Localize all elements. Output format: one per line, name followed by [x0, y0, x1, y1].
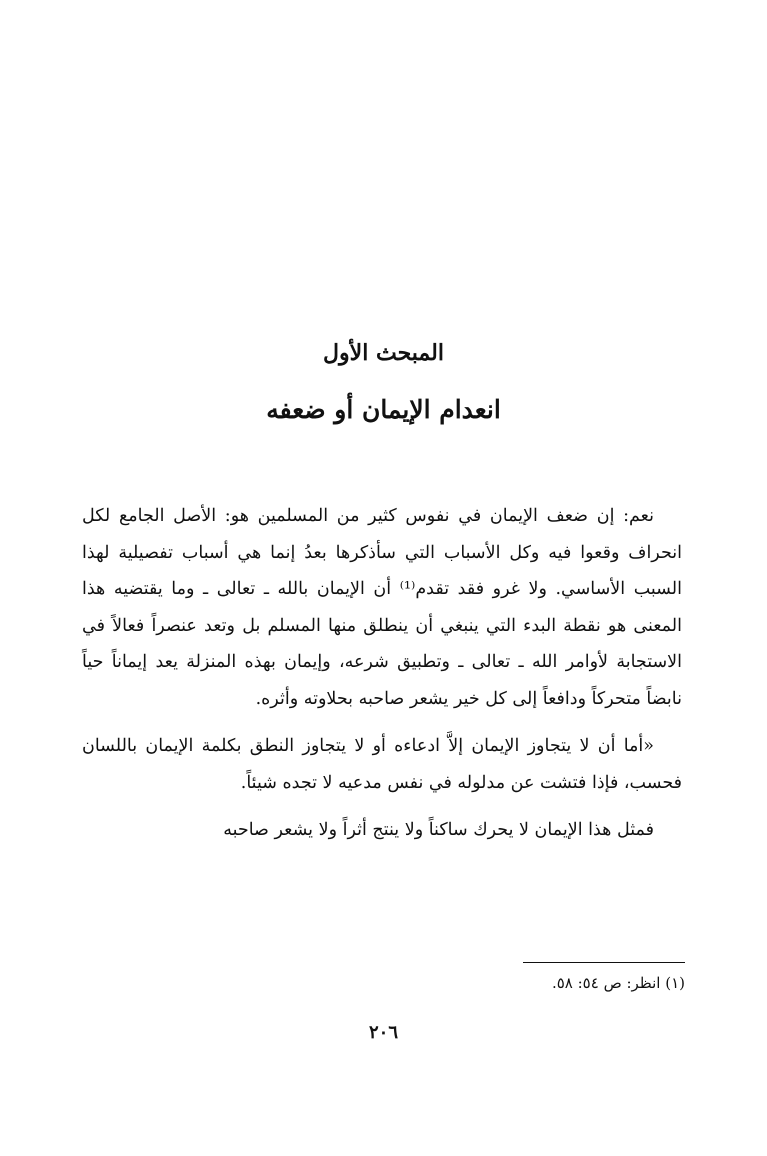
paragraph-1: نعم: إن ضعف الإيمان في نفوس كثير من المسلمين هو: الأصل الجامع لكل انحراف وقعوا فيه وكل الأسباب التي سأذكرها بعدُ إنما هي أسباب تفصيلية لهذا السبب الأساسي. ولا غرو فقد تقدم⁽¹⁾ أن الإيمان بالله ـ تعالى ـ وما يقتضيه هذا المعنى هو نقطة البدء التي ينبغي أن ينطلق منها المسلم بل وتعد عنصراً فعالاً في الاستجابة لأوامر الله ـ تعالى ـ وتطبيق شرعه، وإيمان بهذه المنزلة يعد إيماناً حياً نابضاً متحركاً ودافعاً إلى كل خير يشعر صاحبه بحلاوته وأثره.	[82, 506, 682, 709]
section-title-heading: انعدام الإيمان أو ضعفه	[266, 395, 501, 424]
page-number: ٢٠٦	[368, 1022, 398, 1043]
section-number-heading: المبحث الأول	[323, 340, 444, 366]
body-text	[82, 498, 682, 860]
paragraph-3: فمثل هذا الإيمان لا يحرك ساكناً ولا ينتج أثراً ولا يشعر صاحبه	[223, 820, 654, 840]
footnote-separator	[523, 962, 685, 963]
paragraph-2: «أما أن لا يتجاوز الإيمان إلاَّ ادعاءه أو لا يتجاوز النطق بكلمة الإيمان باللسان فحسب، فإذا فتشت عن مدلوله في نفس مدعيه لا تجده شيئاً.	[82, 736, 682, 793]
footnote: (١) انظر: ص ٥٤: ٥٨.	[551, 974, 685, 992]
